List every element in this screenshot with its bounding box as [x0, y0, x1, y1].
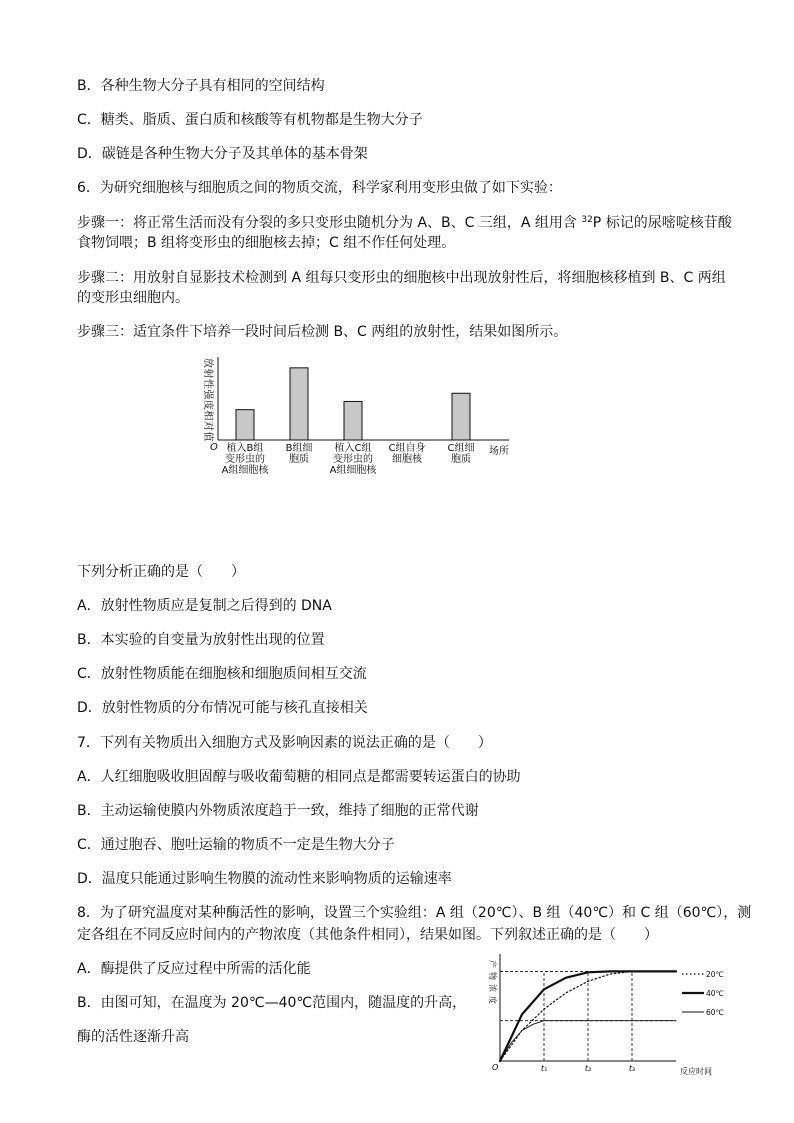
q7-option-c: C．通过胞吞、胞吐运输的物质不一定是生物大分子	[77, 837, 395, 853]
q6-option-a: A．放射性物质应是复制之后得到的 DNA	[77, 598, 332, 614]
line-chart-x-label: 反应时间	[680, 1067, 712, 1076]
bar-2	[290, 368, 308, 440]
x-tick-label: t₁	[540, 1064, 548, 1073]
legend-label-1: 20℃	[706, 970, 724, 979]
q6-step2-line1: 步骤二：用放射自显影技术检测到 A 组每只变形虫的细胞核中出现放射性后，将细胞核移植到 B、C 两组	[77, 270, 726, 286]
q7-option-d: D．温度只能通过影响生物膜的流动性来影响物质的运输速率	[77, 871, 452, 887]
q6-step2-line2: 的变形虫细胞内。	[77, 290, 189, 306]
x-tick-label: t₂	[584, 1064, 592, 1073]
q7-stem: 7．下列有关物质出入细胞方式及影响因素的说法正确的是（ ）	[77, 735, 492, 751]
q6-option-b: B．本实验的自变量为放射性出现的位置	[77, 632, 325, 648]
q6-bar-chart	[196, 352, 526, 492]
bar-category-label: C组细胞质	[447, 443, 475, 465]
x-tick-label: t₃	[628, 1064, 636, 1073]
q6-step1-text-a: 步骤一：将正常生活而没有分裂的多只变形虫随机分为 A、B、C 三组，A 组用含	[77, 215, 582, 231]
line-chart-origin: O	[492, 1063, 499, 1072]
q6-option-c: C．放射性物质能在细胞核和细胞质间相互交流	[77, 666, 367, 682]
q8-stem-line2: 定各组在不同反应时间内的产物浓度（其他条件相同），结果如图。下列叙述正确的是（ ）	[77, 927, 658, 943]
bar-chart-y-label: 放射性强度相对值	[202, 358, 213, 442]
bar-chart-x-label: 场所	[489, 446, 509, 457]
q8-option-b-line2: 酶的活性逐渐升高	[77, 1029, 189, 1045]
q5-option-c: C．糖类、脂质、蛋白质和核酸等有机物都是生物大分子	[77, 112, 423, 128]
bar-1	[236, 410, 254, 440]
bar-5	[452, 393, 470, 440]
q6-step1-text-b: P 标记的尿嘧啶核苷酸	[592, 215, 732, 231]
q7-option-a: A．人红细胞吸收胆固醇与吸收葡萄糖的相同点是都需要转运蛋白的协助	[77, 769, 521, 785]
q8-option-b-line1: B．由图可知，在温度为 20℃—40℃范围内，随温度的升高，	[77, 995, 467, 1011]
q6-option-d: D．放射性物质的分布情况可能与核孔直接相关	[77, 700, 368, 716]
q6-step3: 步骤三：适宜条件下培养一段时间后检测 B、C 两组的放射性，结果如图所示。	[77, 324, 568, 340]
q8-stem-line1: 8．为了研究温度对某种酶活性的影响，设置三个实验组：A 组（20℃）、B 组（40℃）和 C 组（60℃），测	[77, 905, 752, 921]
q6-step1-line1	[77, 213, 732, 233]
legend-label-2: 40℃	[706, 989, 724, 998]
q8-line-chart	[478, 950, 748, 1080]
bar-category-label: 植入C组变形虫的 A组细胞核	[329, 443, 377, 476]
bar-category-label: C组自身细胞核	[388, 443, 426, 465]
q7-option-b: B．主动运输使膜内外物质浓度趋于一致，维持了细胞的正常代谢	[77, 803, 479, 819]
q6-step1-line2: 食物饲喂；B 组将变形虫的细胞核去掉；C 组不作任何处理。	[77, 235, 456, 251]
bar-category-label: B组细胞质	[285, 443, 313, 465]
bar-3	[344, 401, 362, 440]
legend-label-3: 60℃	[706, 1008, 724, 1017]
q6-stem: 6．为研究细胞核与细胞质之间的物质交流，科学家利用变形虫做了如下实验：	[77, 180, 562, 196]
q6-step1-isotope: 32	[581, 215, 593, 225]
bar-chart-origin: O	[210, 442, 218, 453]
q5-option-b: B．各种生物大分子具有相同的空间结构	[77, 78, 325, 94]
q5-option-d: D．碳链是各种生物大分子及其单体的基本骨架	[77, 146, 368, 162]
bar-category-label: 植入B组变形虫的 A组细胞核	[221, 443, 269, 476]
q6-question: 下列分析正确的是（ ）	[77, 564, 245, 580]
q8-option-a: A．酶提供了反应过程中所需的活化能	[77, 961, 311, 977]
line-chart-y-label: 产物浓度	[488, 960, 497, 1008]
